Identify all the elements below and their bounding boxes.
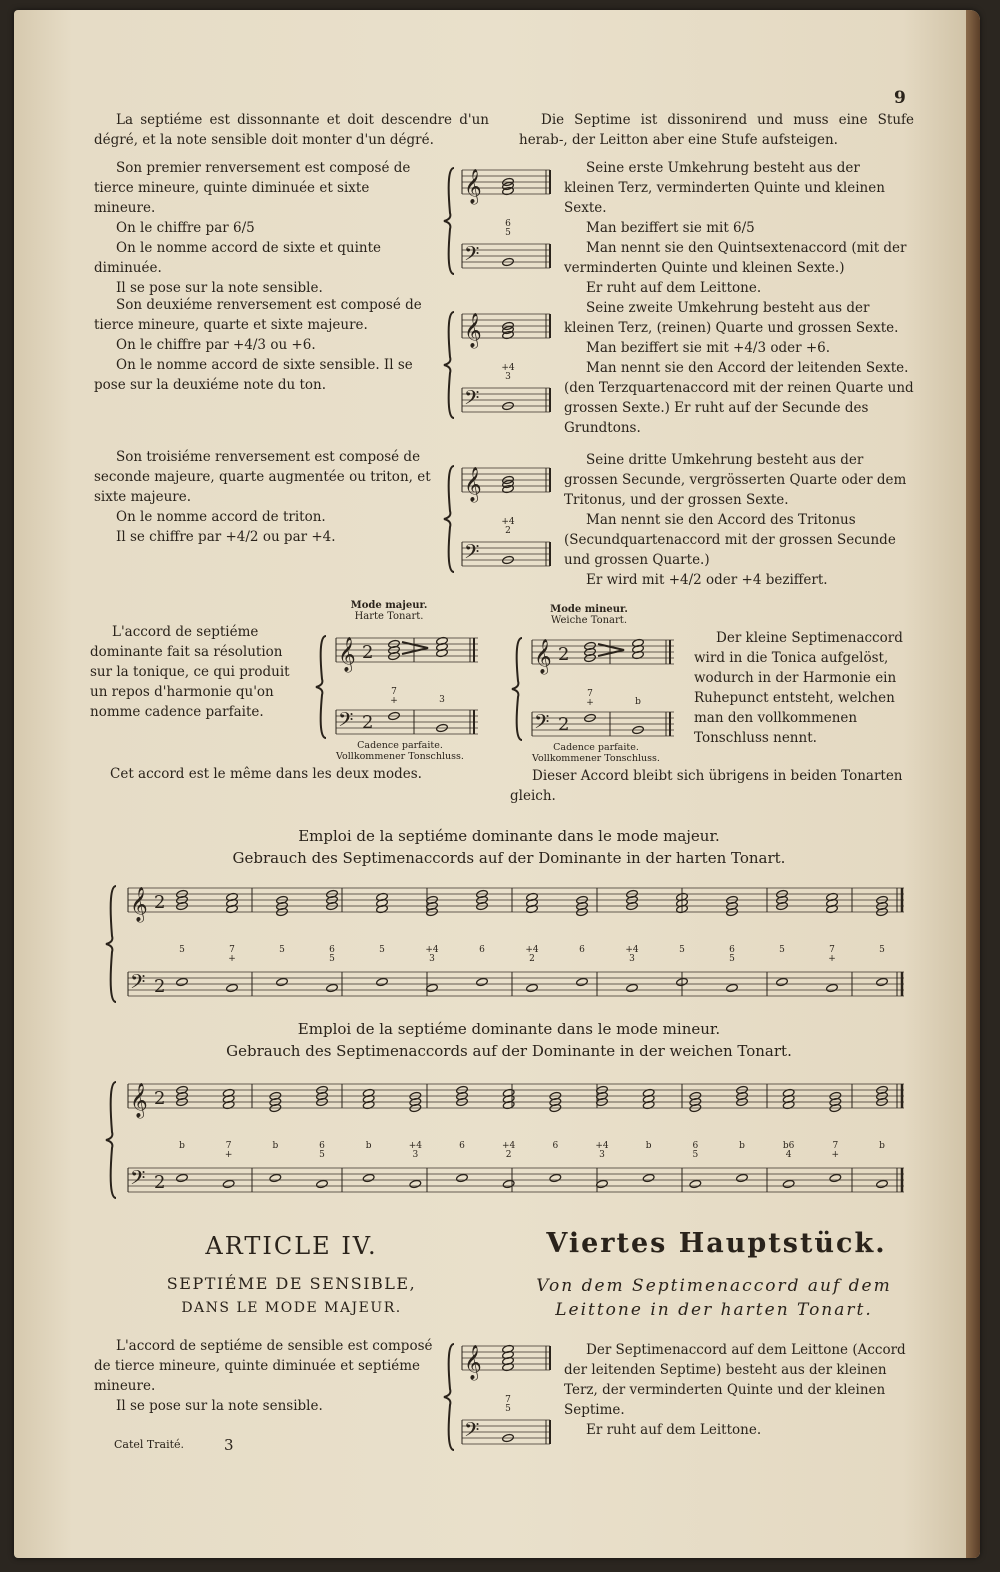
figured-bass-number: 7 bbox=[832, 1141, 839, 1151]
note-head bbox=[226, 983, 238, 992]
figured-bass-number: 6 bbox=[692, 1141, 699, 1151]
fr-inversion-3 bbox=[94, 447, 434, 547]
figured-bass-number: +4 bbox=[595, 1141, 609, 1151]
figured-bass-number: + bbox=[831, 1150, 840, 1160]
figured-bass-number: +4 bbox=[425, 945, 439, 955]
note-head bbox=[363, 1173, 375, 1182]
page-number: 9 bbox=[894, 88, 906, 108]
figured-bass-number: 5 bbox=[779, 945, 785, 955]
de-article-4-position: Er ruht auf dem Leittone. bbox=[586, 1422, 762, 1438]
figured-bass-number: +4 bbox=[525, 945, 539, 955]
fr-inversion-1 bbox=[94, 158, 434, 298]
treble-clef-icon: 𝄞 bbox=[464, 1345, 482, 1380]
de-inversion-2-name: Man nennt sie den Accord der leitenden Sexte. (den Terzquartenaccord mit der reinen Quarte und grossen Sexte.) Er ruht auf der Secunde des Grundtons. bbox=[564, 360, 914, 436]
figured-bass-number: 7 bbox=[391, 687, 397, 697]
music-example-inversion-1 bbox=[444, 156, 554, 280]
major-mode-label bbox=[334, 600, 444, 622]
footer-book-title: Catel Traité. bbox=[114, 1438, 185, 1451]
fr-inversion-2-text: Son deuxiéme renversement est composé de tierce mineure, quarte et sixte majeure. bbox=[94, 297, 422, 333]
figured-bass-number: 6 bbox=[579, 945, 585, 955]
bass-clef-icon: 𝄢 bbox=[464, 540, 480, 568]
fr-same-modes: Cet accord est le même dans les deux modes. bbox=[110, 766, 422, 782]
figured-bass-number: 3 bbox=[439, 695, 445, 705]
book-page bbox=[14, 10, 980, 1558]
figured-bass-number: 5 bbox=[379, 945, 385, 955]
time-signature: 2 bbox=[362, 642, 374, 663]
figured-bass-number: b bbox=[635, 697, 641, 707]
article-subtitle-fr-2: DANS LE MODE MAJEUR. bbox=[181, 1300, 402, 1316]
figured-bass-number: 2 bbox=[505, 1150, 512, 1160]
example-minor-heading-de: Gebrauch des Septimenaccords auf der Dominante in der weichen Tonart. bbox=[226, 1042, 792, 1060]
figured-bass-number: +4 bbox=[625, 945, 639, 955]
de-inversion-1 bbox=[564, 158, 914, 298]
figured-bass-number: 6 bbox=[479, 945, 485, 955]
bass-clef-icon: 𝄢 bbox=[534, 710, 550, 738]
fr-article-4-position: Il se pose sur la note sensible. bbox=[116, 1398, 323, 1414]
figured-bass-number: 5 bbox=[729, 954, 735, 964]
note-head bbox=[876, 1179, 888, 1188]
note-head bbox=[276, 977, 288, 986]
music-example-inversion-2 bbox=[444, 300, 554, 424]
note-head bbox=[689, 1179, 701, 1188]
article-subtitle-de bbox=[509, 1274, 919, 1322]
time-signature: 2 bbox=[558, 714, 570, 735]
treble-clef-icon: 𝄞 bbox=[534, 639, 552, 674]
cadence-minor-caption-de: Vollkommener Tonschluss. bbox=[532, 753, 660, 764]
de-inversion-3-figure: Er wird mit +4/2 oder +4 beziffert. bbox=[586, 572, 828, 588]
example-minor-heading bbox=[104, 1018, 914, 1062]
time-signature: 2 bbox=[154, 1172, 166, 1193]
figured-bass-number: +4 bbox=[501, 517, 515, 527]
figured-bass-number: 7 bbox=[229, 945, 235, 955]
figured-bass-number: 2 bbox=[505, 526, 511, 536]
figured-bass-number: 6 bbox=[459, 1141, 465, 1151]
music-example-cadence-minor bbox=[510, 626, 680, 748]
cadence-major-caption bbox=[310, 740, 490, 762]
note-head bbox=[326, 983, 338, 992]
figured-bass-number: 5 bbox=[879, 945, 885, 955]
example-major-heading bbox=[104, 825, 914, 869]
figured-bass-number: 4 bbox=[785, 1150, 792, 1160]
de-inversion-1-text: Seine erste Umkehrung besteht aus der kleinen Terz, verminderten Quinte und kleinen Sexte. bbox=[564, 160, 885, 216]
brace-icon bbox=[106, 886, 116, 1002]
brace-icon bbox=[444, 312, 454, 418]
fr-inversion-2 bbox=[94, 295, 434, 395]
time-signature: 2 bbox=[154, 976, 166, 997]
major-mode-de: Harte Tonart. bbox=[354, 611, 424, 622]
figured-bass-number: 3 bbox=[412, 1150, 419, 1160]
note-head bbox=[456, 1173, 468, 1182]
note-head bbox=[643, 1173, 655, 1182]
de-inversion-1-position: Er ruht auf dem Leittone. bbox=[586, 280, 762, 296]
bass-clef-icon: 𝄢 bbox=[464, 1418, 480, 1446]
music-example-major-mode bbox=[102, 872, 910, 1011]
note-head bbox=[626, 983, 638, 992]
note-head bbox=[376, 977, 388, 986]
fr-inversion-3-name: On le nomme accord de triton. bbox=[116, 509, 326, 525]
figured-bass-number: b bbox=[739, 1141, 745, 1151]
figured-bass-number: 6 bbox=[552, 1141, 559, 1151]
article-title-de: Viertes Hauptstück. bbox=[546, 1228, 887, 1259]
cadence-major-caption-de: Vollkommener Tonschluss. bbox=[336, 751, 464, 762]
de-inversion-1-figure: Man beziffert sie mit 6/5 bbox=[586, 220, 755, 236]
example-major-heading-fr: Emploi de la septiéme dominante dans le mode majeur. bbox=[298, 827, 720, 845]
figured-bass-number: 6 bbox=[319, 1141, 325, 1151]
de-article-4-text: Der Septimenaccord auf dem Leittone (Accord der leitenden Septime) besteht aus der kleinen Terz, der verminderten Quinte und der kleinen Septime. bbox=[564, 1342, 906, 1418]
figured-bass-number: + bbox=[390, 696, 398, 706]
de-cadence: Der kleine Septimenaccord wird in die Tonica aufgelöst, wodurch in der Harmonie ein Ruhepunct entsteht, welchen man den vollkommenen Tonschluss nennt. bbox=[694, 630, 903, 746]
figured-bass-number: + bbox=[224, 1150, 233, 1160]
treble-clef-icon: 𝄞 bbox=[130, 1083, 148, 1118]
time-signature: 2 bbox=[558, 644, 570, 665]
fr-inversion-1-position: Il se pose sur la note sensible. bbox=[116, 280, 323, 296]
brace-icon bbox=[444, 1344, 454, 1450]
note-head bbox=[426, 983, 438, 992]
major-mode-fr: Mode majeur. bbox=[350, 600, 428, 611]
figured-bass-number: +4 bbox=[501, 363, 515, 373]
figured-bass-number: 3 bbox=[429, 954, 435, 964]
note-head bbox=[876, 977, 888, 986]
de-inversion-3-name: Man nennt sie den Accord des Tritonus (Secundquartenaccord mit der grossen Secunde und grossen Quarte.) bbox=[564, 512, 896, 568]
bass-clef-icon: 𝄢 bbox=[338, 708, 354, 736]
figured-bass-number: 5 bbox=[505, 228, 511, 238]
cadence-major-caption-fr: Cadence parfaite. bbox=[357, 740, 443, 751]
footer-signature: 3 bbox=[224, 1436, 234, 1454]
treble-staff bbox=[336, 638, 478, 662]
time-signature: 2 bbox=[362, 712, 374, 733]
figured-bass-number: b6 bbox=[782, 1141, 795, 1151]
figured-bass-number: b bbox=[645, 1141, 652, 1151]
fr-inversion-2-name: On le nomme accord de sixte sensible. Il se pose sur la deuxiéme note du ton. bbox=[94, 357, 413, 393]
brace-icon bbox=[444, 466, 454, 572]
note-head bbox=[409, 1179, 421, 1188]
treble-clef-icon: 𝄞 bbox=[464, 313, 482, 348]
figured-bass-number: 6 bbox=[505, 219, 511, 229]
brace-icon bbox=[106, 1082, 116, 1198]
note-head bbox=[526, 983, 538, 992]
music-example-inversion-3 bbox=[444, 454, 554, 578]
book-spine bbox=[966, 10, 980, 1558]
de-intro: Die Septime ist dissonirend und muss eine Stufe herab-, der Leitton aber eine Stufe aufsteigen. bbox=[519, 112, 914, 148]
treble-clef-icon: 𝄞 bbox=[338, 637, 356, 672]
minor-mode-de: Weiche Tonart. bbox=[550, 615, 627, 626]
note-head bbox=[269, 1173, 281, 1182]
fr-article-4-text: L'accord de septiéme de sensible est composé de tierce mineure, quinte diminuée et septiéme mineure. bbox=[94, 1338, 433, 1394]
figured-bass-number: 6 bbox=[329, 945, 335, 955]
fr-inversion-1-figure: On le chiffre par 6/5 bbox=[116, 220, 255, 236]
minor-mode-fr: Mode mineur. bbox=[550, 604, 628, 615]
figured-bass-number: 7 bbox=[587, 689, 593, 699]
fr-article-4 bbox=[94, 1336, 439, 1416]
fr-cadence: L'accord de septiéme dominante fait sa résolution sur la tonique, ce qui produit un repos d'harmonie qu'on nomme cadence parfaite. bbox=[90, 624, 290, 720]
figured-bass-number: b bbox=[272, 1141, 279, 1151]
article-subtitle-de-1: Von dem Septimenaccord auf dem bbox=[536, 1276, 892, 1296]
note-head bbox=[826, 983, 838, 992]
article-subtitle-fr-1: SEPTIÉME DE SENSIBLE, bbox=[166, 1274, 417, 1293]
figured-bass-number: 5 bbox=[329, 954, 335, 964]
note-head bbox=[176, 1173, 188, 1182]
note-head bbox=[776, 977, 788, 986]
fr-inversion-2-figure: On le chiffre par +4/3 ou +6. bbox=[116, 337, 316, 353]
treble-clef-icon: 𝄞 bbox=[130, 887, 148, 922]
time-signature: 2 bbox=[154, 892, 166, 913]
de-inversion-2-figure: Man beziffert sie mit +4/3 oder +6. bbox=[586, 340, 831, 356]
article-subtitle-de-2: Leittone in der harten Tonart. bbox=[555, 1300, 873, 1320]
de-article-4 bbox=[564, 1340, 914, 1440]
bass-staff bbox=[128, 972, 904, 996]
bass-staff bbox=[128, 1168, 904, 1192]
brace-icon bbox=[316, 636, 326, 738]
figured-bass-number: 3 bbox=[599, 1150, 605, 1160]
figured-bass-number: 5 bbox=[319, 1150, 325, 1160]
de-inversion-1-name: Man nennt sie den Quintsextenaccord (mit der verminderten Quinte und kleinen Sexte.) bbox=[564, 240, 907, 276]
fr-inversion-1-name: On le nomme accord de sixte et quinte diminuée. bbox=[94, 240, 381, 276]
figured-bass-number: +4 bbox=[408, 1141, 422, 1151]
figured-bass-number: 7 bbox=[829, 945, 835, 955]
figured-bass-number: 2 bbox=[529, 954, 535, 964]
note-head bbox=[476, 977, 488, 986]
figured-bass-number: b bbox=[365, 1141, 372, 1151]
music-example-leading-seventh bbox=[444, 1332, 554, 1454]
example-minor-heading-fr: Emploi de la septiéme dominante dans le mode mineur. bbox=[297, 1020, 721, 1038]
time-signature: 2 bbox=[154, 1088, 166, 1109]
brace-icon bbox=[444, 168, 454, 274]
figured-bass-number: 3 bbox=[505, 372, 511, 382]
figured-bass-number: + bbox=[828, 954, 836, 964]
figured-bass-number: 6 bbox=[729, 945, 735, 955]
fr-inversion-1-text: Son premier renversement est composé de tierce mineure, quinte diminuée et sixte mineure. bbox=[94, 160, 411, 216]
figured-bass-number: +4 bbox=[502, 1141, 516, 1151]
bass-clef-icon: 𝄢 bbox=[464, 386, 480, 414]
music-example-minor-mode bbox=[102, 1068, 910, 1207]
figured-bass-number: 5 bbox=[179, 945, 185, 955]
de-same-modes: Dieser Accord bleibt sich übrigens in beiden Tonarten gleich. bbox=[510, 768, 903, 804]
figured-bass-number: 7 bbox=[225, 1141, 232, 1151]
note-head bbox=[829, 1173, 841, 1182]
note-head bbox=[726, 983, 738, 992]
figured-bass-number: 5 bbox=[679, 945, 685, 955]
cadence-minor-caption bbox=[506, 742, 686, 764]
bass-clef-icon: 𝄢 bbox=[464, 242, 480, 270]
example-major-heading-de: Gebrauch des Septimenaccords auf der Dominante in der harten Tonart. bbox=[232, 849, 786, 867]
figured-bass-number: b bbox=[179, 1141, 185, 1151]
note-head bbox=[223, 1179, 235, 1188]
fr-intro: La septiéme est dissonnante et doit descendre d'un dégré, et la note sensible doit monter d'un dégré. bbox=[94, 112, 489, 148]
article-title-fr: ARTICLE IV. bbox=[205, 1232, 378, 1260]
figured-bass-number: 5 bbox=[279, 945, 285, 955]
figured-bass-number: + bbox=[228, 954, 236, 964]
de-inversion-3 bbox=[564, 450, 914, 590]
de-inversion-2-text: Seine zweite Umkehrung besteht aus der kleinen Terz, (reinen) Quarte und grossen Sexte. bbox=[564, 300, 899, 336]
note-head bbox=[549, 1173, 561, 1182]
note-head bbox=[503, 1179, 515, 1188]
cadence-minor-caption-fr: Cadence parfaite. bbox=[553, 742, 639, 753]
bass-clef-icon: 𝄢 bbox=[130, 1166, 146, 1194]
bass-staff bbox=[532, 712, 674, 736]
treble-staff bbox=[532, 640, 674, 664]
figured-bass-number: 3 bbox=[629, 954, 635, 964]
note-head bbox=[316, 1179, 328, 1188]
figured-bass-number: b bbox=[879, 1141, 885, 1151]
minor-mode-label bbox=[534, 604, 644, 626]
music-example-cadence-major bbox=[314, 624, 484, 746]
fr-inversion-3-figure: Il se chiffre par +4/2 ou par +4. bbox=[116, 529, 336, 545]
figured-bass-number: 5 bbox=[692, 1150, 699, 1160]
brace-icon bbox=[512, 638, 522, 740]
note-head bbox=[176, 977, 188, 986]
treble-clef-icon: 𝄞 bbox=[464, 169, 482, 204]
article-subtitle-fr bbox=[94, 1272, 489, 1320]
figured-bass-number: 5 bbox=[505, 1404, 511, 1414]
bass-staff bbox=[336, 710, 478, 734]
note-head bbox=[736, 1173, 748, 1182]
figured-bass-number: 7 bbox=[505, 1395, 511, 1405]
figured-bass-number: + bbox=[586, 698, 594, 708]
bass-clef-icon: 𝄢 bbox=[130, 970, 146, 998]
note-head bbox=[783, 1179, 795, 1188]
fr-inversion-3-text: Son troisiéme renversement est composé de seconde majeure, quarte augmentée ou triton, et sixte majeure. bbox=[94, 449, 431, 505]
treble-clef-icon: 𝄞 bbox=[464, 467, 482, 502]
de-inversion-3-text: Seine dritte Umkehrung besteht aus der grossen Secunde, vergrösserten Quarte oder dem Tritonus, und der grossen Sexte. bbox=[564, 452, 907, 508]
note-head bbox=[596, 1179, 608, 1188]
de-inversion-2 bbox=[564, 298, 914, 438]
note-head bbox=[576, 977, 588, 986]
